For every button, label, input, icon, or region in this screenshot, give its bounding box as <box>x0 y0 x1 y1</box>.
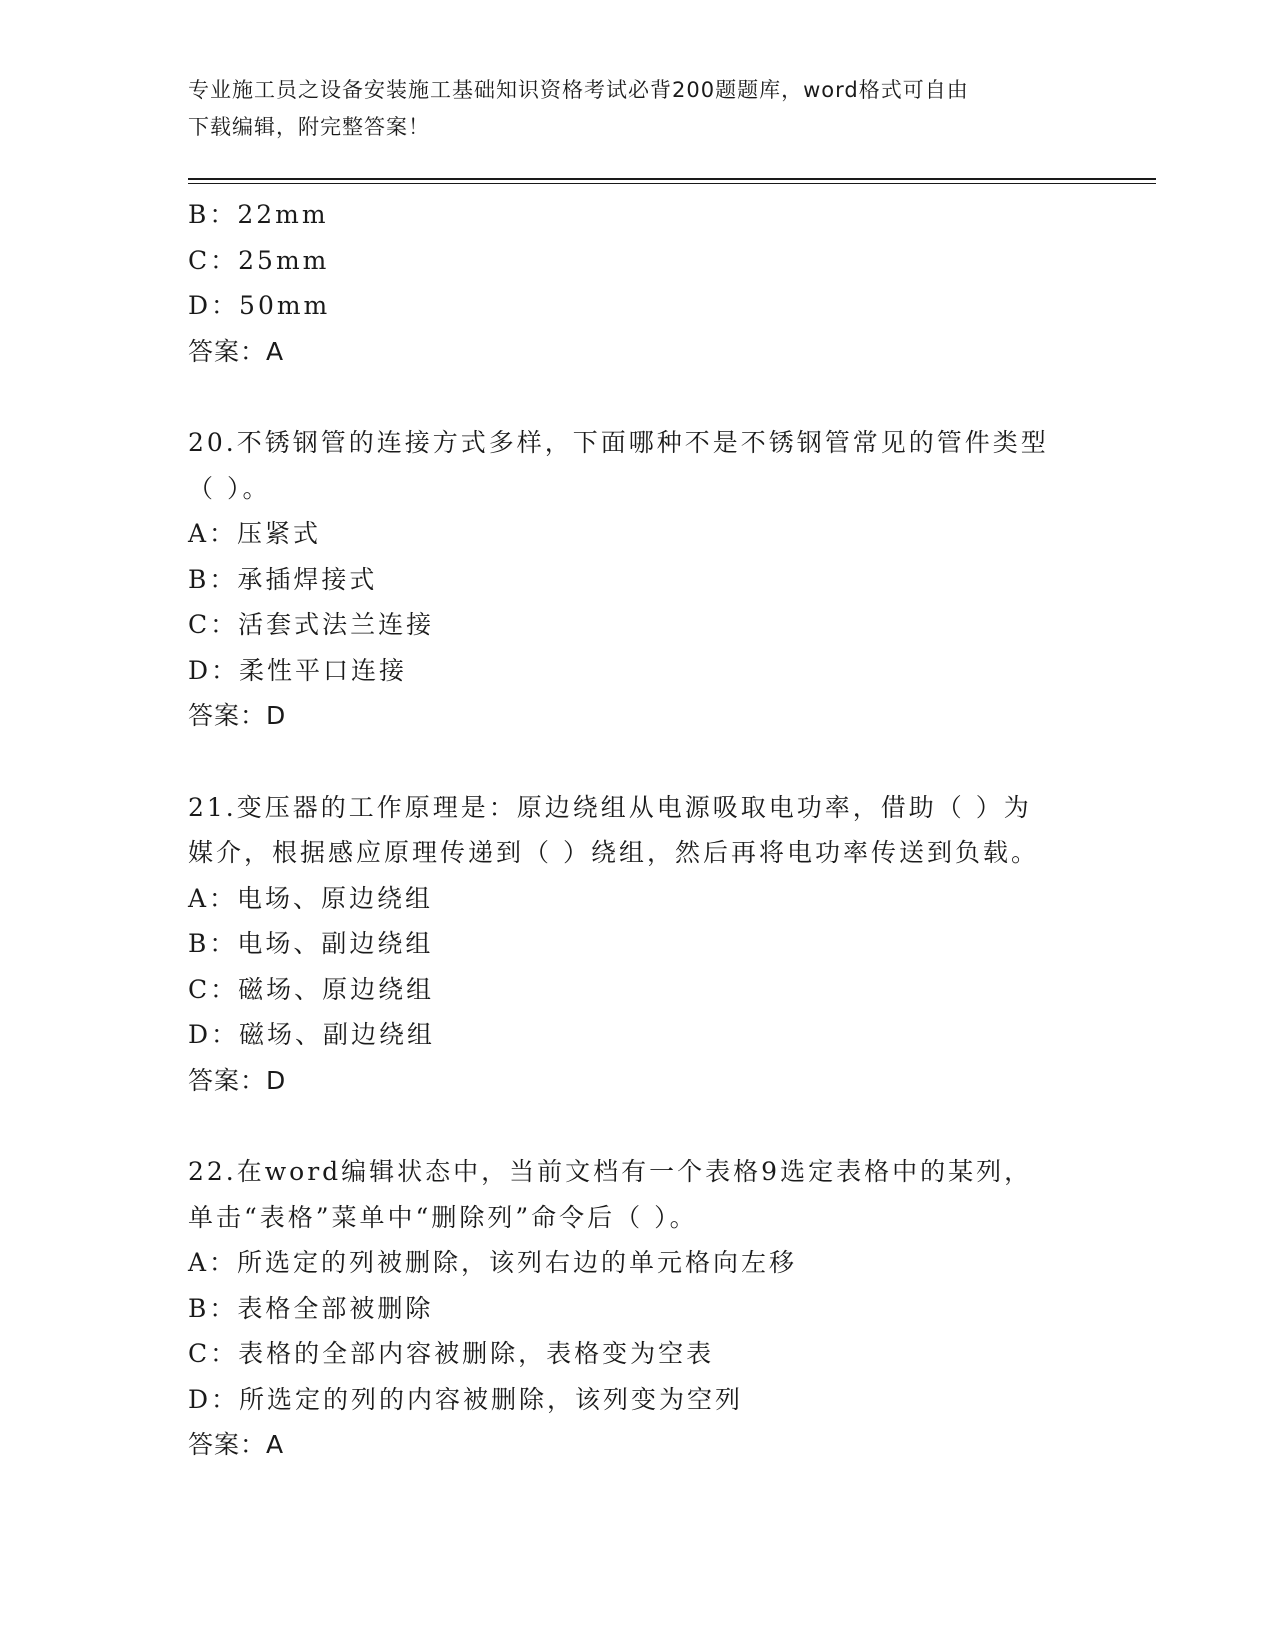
option-b: B：电场、副边绕组 <box>188 929 434 958</box>
option-b: B：承插焊接式 <box>188 564 378 594</box>
header-rule-thick <box>188 178 1156 180</box>
question-stem: 21.变压器的工作原理是：原边绕组从电源吸取电功率，借助（ ）为 <box>188 792 1032 822</box>
header-line: 下载编辑，附完整答案！ <box>188 115 430 139</box>
option-c: C：活套式法兰连接 <box>188 610 435 639</box>
question-20 <box>188 420 1088 739</box>
option-a: A：电场、原边绕组 <box>188 883 434 913</box>
option-a: A：压紧式 <box>188 519 322 548</box>
option-c: C：25mm <box>188 245 330 275</box>
question-stem: 20.不锈钢管的连接方式多样，下面哪种不是不锈钢管常见的管件类型 <box>188 428 1049 457</box>
option-d: D：柔性平口连接 <box>188 655 408 685</box>
answer: 答案：D <box>188 1065 287 1095</box>
header-rule-thin <box>188 183 1156 184</box>
option-b: B：22mm <box>188 200 329 229</box>
answer: 答案：D <box>188 701 287 730</box>
document-body <box>188 192 1088 1468</box>
spacer <box>188 374 1088 420</box>
header-line: 专业施工员之设备安装施工基础知识资格考试必背200题题库，word格式可自由 <box>188 78 969 102</box>
option-d: D：50mm <box>188 291 331 320</box>
question-22 <box>188 1149 1088 1468</box>
question-21 <box>188 785 1088 1104</box>
option-a: A：所选定的列被删除，该列右边的单元格向左移 <box>188 1248 798 1277</box>
option-c: C：磁场、原边绕组 <box>188 974 435 1004</box>
option-c: C：表格的全部内容被删除，表格变为空表 <box>188 1339 715 1368</box>
question-stem: （ ）。 <box>188 473 271 503</box>
spacer <box>188 739 1088 785</box>
spacer <box>188 1103 1088 1149</box>
option-d: D：所选定的列的内容被删除，该列变为空列 <box>188 1384 744 1414</box>
answer: 答案：A <box>188 1430 285 1459</box>
question-stem: 单击“表格”菜单中“删除列”命令后（ ）。 <box>188 1202 698 1232</box>
question-stem: 媒介，根据感应原理传递到（ ）绕组，然后再将电功率传送到负载。 <box>188 838 1039 867</box>
option-d: D：磁场、副边绕组 <box>188 1020 436 1049</box>
option-b: B：表格全部被删除 <box>188 1293 434 1323</box>
question-stem: 22.在word编辑状态中，当前文档有一个表格9选定表格中的某列， <box>188 1157 1033 1186</box>
question-19-continued <box>188 192 1088 374</box>
page-header <box>188 72 1078 146</box>
answer: 答案：A <box>188 336 285 366</box>
